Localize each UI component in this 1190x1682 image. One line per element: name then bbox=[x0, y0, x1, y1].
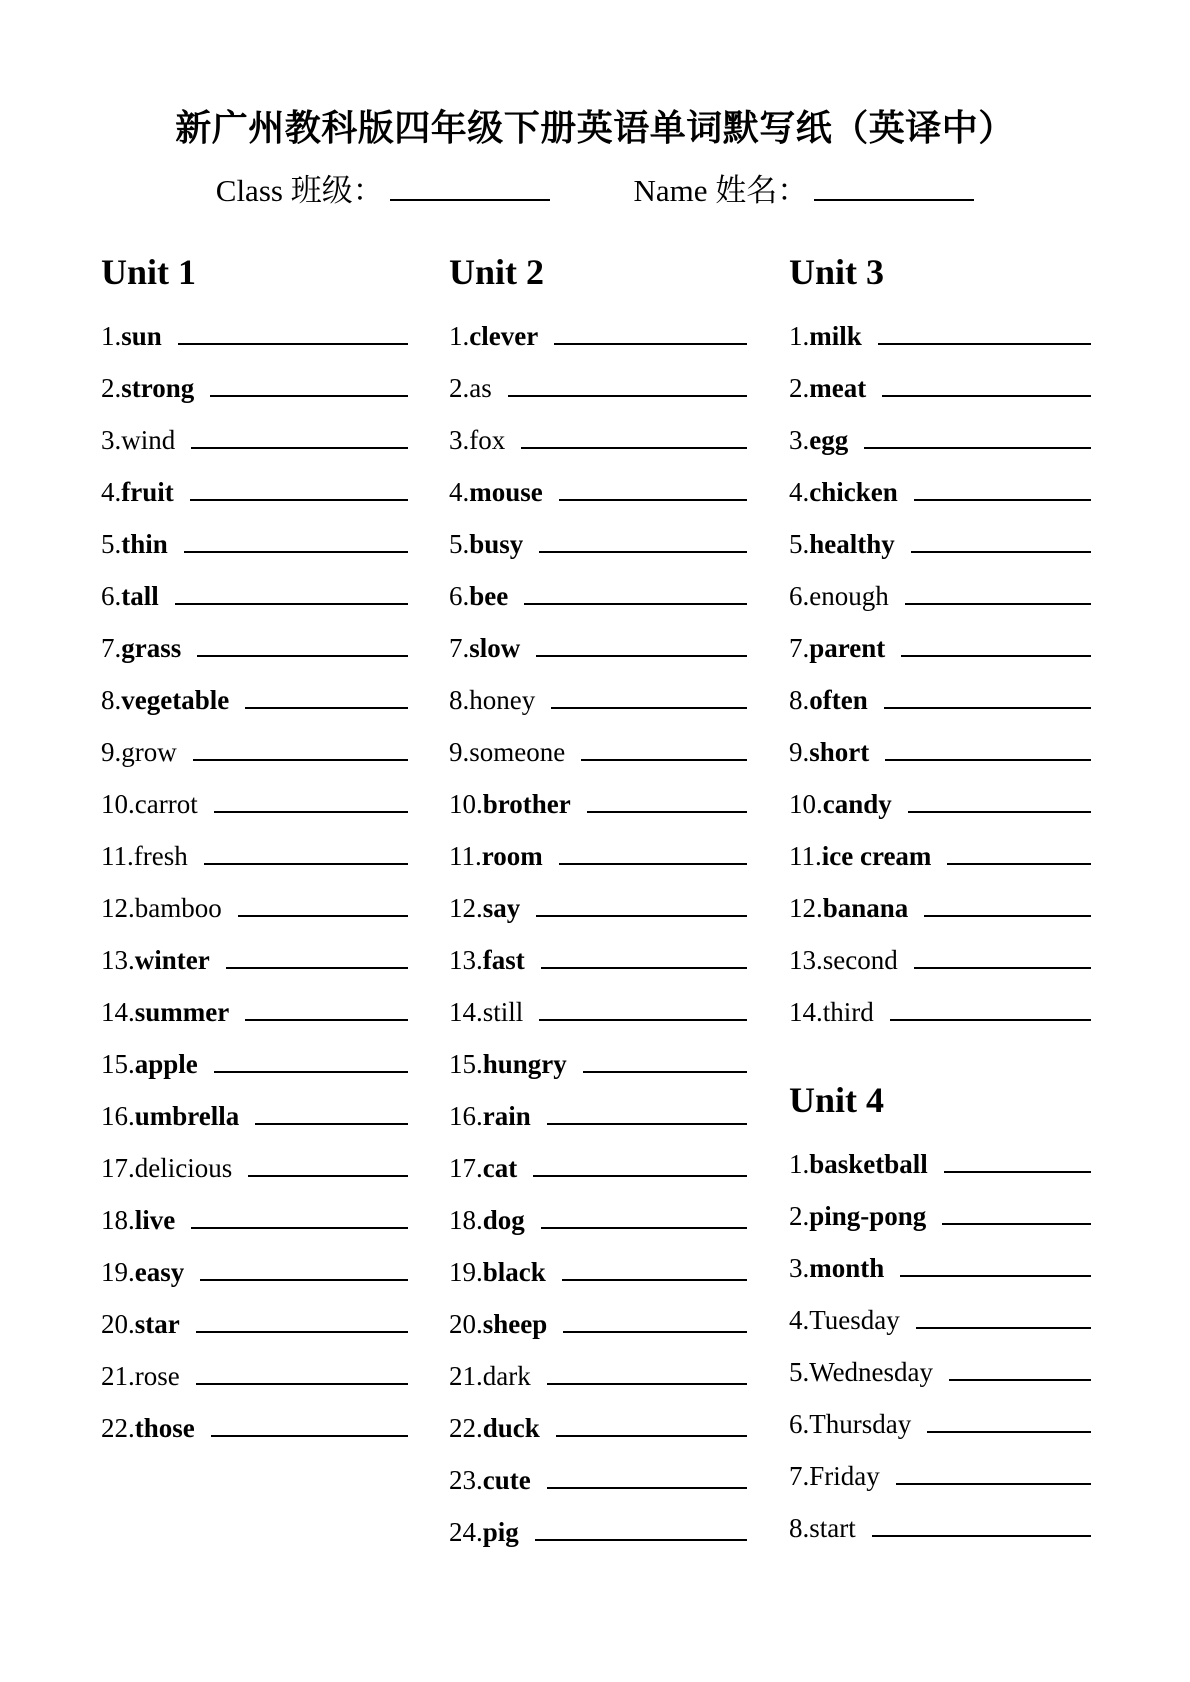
unit-title: Unit 3 bbox=[789, 252, 885, 292]
column-1 bbox=[101, 250, 408, 1444]
item-number: 8. bbox=[101, 685, 122, 715]
item-number: 2. bbox=[449, 373, 470, 403]
item-number: 5. bbox=[789, 1357, 810, 1387]
answer-blank[interactable] bbox=[184, 551, 408, 553]
unit-title: Unit 1 bbox=[101, 252, 197, 292]
english-word: ice cream bbox=[821, 841, 932, 871]
item-number: 3. bbox=[101, 425, 122, 455]
english-word: honey bbox=[469, 685, 536, 715]
word-item bbox=[449, 1340, 747, 1392]
unit-2-section bbox=[449, 250, 747, 1548]
answer-blank[interactable] bbox=[878, 343, 1091, 345]
english-word: summer bbox=[134, 997, 230, 1027]
word-item bbox=[789, 1180, 1091, 1232]
answer-blank[interactable] bbox=[536, 915, 747, 917]
answer-blank[interactable] bbox=[248, 1175, 408, 1177]
item-number: 5. bbox=[789, 529, 810, 559]
english-word: ping-pong bbox=[809, 1201, 927, 1231]
unit-1-section bbox=[101, 250, 408, 1444]
english-word: sheep bbox=[482, 1309, 548, 1339]
english-word: enough bbox=[809, 581, 889, 611]
answer-blank[interactable] bbox=[905, 603, 1091, 605]
unit-3-section bbox=[789, 250, 1091, 1028]
word-item bbox=[449, 1184, 747, 1236]
word-item bbox=[449, 352, 747, 404]
answer-blank[interactable] bbox=[882, 395, 1091, 397]
answer-blank[interactable] bbox=[175, 603, 408, 605]
answer-blank[interactable] bbox=[226, 967, 408, 969]
word-item bbox=[789, 1440, 1091, 1492]
item-number: 6. bbox=[449, 581, 470, 611]
item-number: 7. bbox=[789, 1461, 810, 1491]
english-word: parent bbox=[809, 633, 886, 663]
english-word: Wednesday bbox=[809, 1357, 934, 1387]
item-number: 16. bbox=[101, 1101, 135, 1131]
item-number: 11. bbox=[449, 841, 482, 871]
item-number: 4. bbox=[101, 477, 122, 507]
english-word: meat bbox=[809, 373, 867, 403]
item-number: 15. bbox=[449, 1049, 483, 1079]
item-number: 14. bbox=[789, 997, 823, 1027]
word-item bbox=[789, 560, 1091, 612]
word-item bbox=[789, 976, 1091, 1028]
item-number: 13. bbox=[449, 945, 483, 975]
word-item bbox=[449, 404, 747, 456]
item-number: 20. bbox=[101, 1309, 135, 1339]
answer-blank[interactable] bbox=[255, 1123, 408, 1125]
answer-blank[interactable] bbox=[551, 707, 747, 709]
word-item bbox=[449, 716, 747, 768]
answer-blank[interactable] bbox=[521, 447, 747, 449]
answer-blank[interactable] bbox=[536, 655, 747, 657]
answer-blank[interactable] bbox=[541, 1227, 747, 1229]
item-number: 2. bbox=[789, 1201, 810, 1231]
word-item bbox=[101, 664, 408, 716]
item-number: 5. bbox=[449, 529, 470, 559]
english-word: fresh bbox=[133, 841, 188, 871]
english-word: often bbox=[809, 685, 868, 715]
word-item bbox=[449, 1080, 747, 1132]
word-item bbox=[449, 976, 747, 1028]
item-number: 1. bbox=[101, 321, 122, 351]
word-item bbox=[101, 456, 408, 508]
english-word: start bbox=[809, 1513, 856, 1543]
word-item bbox=[449, 924, 747, 976]
word-item bbox=[789, 924, 1091, 976]
answer-blank[interactable] bbox=[533, 1175, 747, 1177]
item-number: 3. bbox=[449, 425, 470, 455]
word-item bbox=[449, 1236, 747, 1288]
item-number: 2. bbox=[101, 373, 122, 403]
item-number: 7. bbox=[101, 633, 122, 663]
english-word: black bbox=[482, 1257, 546, 1287]
item-number: 22. bbox=[449, 1413, 483, 1443]
answer-blank[interactable] bbox=[556, 1435, 747, 1437]
item-number: 9. bbox=[449, 737, 470, 767]
word-item bbox=[449, 1444, 747, 1496]
word-item bbox=[449, 612, 747, 664]
english-word: Thursday bbox=[809, 1409, 912, 1439]
word-item bbox=[449, 820, 747, 872]
english-word: strong bbox=[121, 373, 195, 403]
word-item bbox=[789, 768, 1091, 820]
answer-blank[interactable] bbox=[864, 447, 1091, 449]
answer-blank[interactable] bbox=[547, 1487, 747, 1489]
word-item bbox=[101, 976, 408, 1028]
english-word: cat bbox=[482, 1153, 518, 1183]
class-blank[interactable] bbox=[390, 173, 550, 201]
word-item bbox=[789, 456, 1091, 508]
english-word: winter bbox=[134, 945, 210, 975]
answer-blank[interactable] bbox=[885, 759, 1091, 761]
answer-blank[interactable] bbox=[581, 759, 747, 761]
answer-blank[interactable] bbox=[191, 1227, 408, 1229]
word-item bbox=[449, 508, 747, 560]
english-word: thin bbox=[121, 529, 168, 559]
word-item bbox=[789, 612, 1091, 664]
item-number: 13. bbox=[101, 945, 135, 975]
word-item bbox=[101, 612, 408, 664]
english-word: fast bbox=[482, 945, 525, 975]
answer-blank[interactable] bbox=[214, 1071, 408, 1073]
answer-blank[interactable] bbox=[200, 1279, 408, 1281]
english-word: mouse bbox=[469, 477, 543, 507]
word-item bbox=[789, 1492, 1091, 1544]
name-label: Name 姓名： bbox=[633, 173, 809, 208]
english-word: carrot bbox=[134, 789, 198, 819]
english-word: live bbox=[134, 1205, 176, 1235]
english-word: grow bbox=[121, 737, 177, 767]
unit-title: Unit 2 bbox=[449, 252, 545, 292]
answer-blank[interactable] bbox=[539, 1019, 747, 1021]
word-item bbox=[101, 820, 408, 872]
page-title: 新广州教科版四年级下册英语单词默写纸（英译中） bbox=[175, 108, 1015, 148]
word-item bbox=[789, 820, 1091, 872]
word-item bbox=[101, 1080, 408, 1132]
word-item bbox=[789, 1232, 1091, 1284]
english-word: third bbox=[822, 997, 874, 1027]
word-item bbox=[101, 404, 408, 456]
answer-blank[interactable] bbox=[949, 1379, 1091, 1381]
item-number: 23. bbox=[449, 1465, 483, 1495]
item-number: 18. bbox=[101, 1205, 135, 1235]
english-word: rain bbox=[482, 1101, 531, 1131]
english-word: clever bbox=[469, 321, 539, 351]
item-number: 18. bbox=[449, 1205, 483, 1235]
word-item bbox=[101, 352, 408, 404]
english-word: candy bbox=[822, 789, 892, 819]
english-word: bamboo bbox=[134, 893, 222, 923]
item-number: 8. bbox=[449, 685, 470, 715]
english-word: Tuesday bbox=[809, 1305, 900, 1335]
item-number: 4. bbox=[449, 477, 470, 507]
item-number: 10. bbox=[101, 789, 135, 819]
english-word: basketball bbox=[809, 1149, 928, 1179]
item-number: 1. bbox=[789, 321, 810, 351]
english-word: chicken bbox=[809, 477, 898, 507]
student-info bbox=[0, 165, 1190, 210]
word-item bbox=[449, 768, 747, 820]
word-item bbox=[101, 1132, 408, 1184]
item-number: 16. bbox=[449, 1101, 483, 1131]
answer-blank[interactable] bbox=[914, 967, 1091, 969]
word-item bbox=[449, 872, 747, 924]
answer-blank[interactable] bbox=[944, 1171, 1091, 1173]
english-word: Friday bbox=[809, 1461, 880, 1491]
item-number: 21. bbox=[449, 1361, 483, 1391]
item-number: 9. bbox=[789, 737, 810, 767]
answer-blank[interactable] bbox=[547, 1123, 747, 1125]
word-item bbox=[101, 1340, 408, 1392]
english-word: brother bbox=[482, 789, 571, 819]
word-item bbox=[101, 300, 408, 352]
english-word: sun bbox=[121, 321, 162, 351]
word-item bbox=[449, 456, 747, 508]
answer-blank[interactable] bbox=[238, 915, 408, 917]
english-word: rose bbox=[134, 1361, 180, 1391]
word-item bbox=[101, 1184, 408, 1236]
answer-blank[interactable] bbox=[191, 447, 408, 449]
word-item bbox=[789, 300, 1091, 352]
word-item bbox=[101, 716, 408, 768]
answer-blank[interactable] bbox=[924, 915, 1091, 917]
english-word: slow bbox=[469, 633, 521, 663]
word-item bbox=[449, 1392, 747, 1444]
word-item bbox=[789, 872, 1091, 924]
english-word: busy bbox=[469, 529, 524, 559]
item-number: 10. bbox=[449, 789, 483, 819]
english-word: fox bbox=[469, 425, 506, 455]
english-word: tall bbox=[121, 581, 159, 611]
word-item bbox=[449, 664, 747, 716]
english-word: cute bbox=[482, 1465, 531, 1495]
english-word: as bbox=[469, 373, 492, 403]
answer-blank[interactable] bbox=[190, 499, 408, 501]
answer-blank[interactable] bbox=[245, 1019, 408, 1021]
word-item bbox=[789, 1128, 1091, 1180]
item-number: 7. bbox=[449, 633, 470, 663]
english-word: healthy bbox=[809, 529, 895, 559]
answer-blank[interactable] bbox=[539, 551, 747, 553]
english-word: short bbox=[809, 737, 870, 767]
item-number: 13. bbox=[789, 945, 823, 975]
answer-blank[interactable] bbox=[245, 707, 408, 709]
answer-blank[interactable] bbox=[524, 603, 747, 605]
column-2 bbox=[449, 250, 747, 1548]
english-word: someone bbox=[469, 737, 566, 767]
english-word: delicious bbox=[134, 1153, 233, 1183]
name-field bbox=[633, 165, 974, 210]
answer-blank[interactable] bbox=[916, 1327, 1091, 1329]
answer-blank[interactable] bbox=[927, 1431, 1091, 1433]
english-word: hungry bbox=[482, 1049, 567, 1079]
word-item bbox=[449, 1288, 747, 1340]
item-number: 6. bbox=[789, 1409, 810, 1439]
item-number: 12. bbox=[789, 893, 823, 923]
item-number: 3. bbox=[789, 1253, 810, 1283]
answer-blank[interactable] bbox=[562, 1279, 747, 1281]
answer-blank[interactable] bbox=[947, 863, 1091, 865]
english-word: dog bbox=[482, 1205, 525, 1235]
english-word: room bbox=[481, 841, 543, 871]
answer-blank[interactable] bbox=[535, 1539, 747, 1541]
item-number: 11. bbox=[789, 841, 822, 871]
answer-blank[interactable] bbox=[911, 551, 1091, 553]
answer-blank[interactable] bbox=[204, 863, 408, 865]
english-word: apple bbox=[134, 1049, 198, 1079]
item-number: 11. bbox=[101, 841, 134, 871]
word-item bbox=[789, 404, 1091, 456]
word-item bbox=[101, 1028, 408, 1080]
item-number: 6. bbox=[789, 581, 810, 611]
answer-blank[interactable] bbox=[541, 967, 747, 969]
answer-blank[interactable] bbox=[196, 1331, 408, 1333]
answer-blank[interactable] bbox=[896, 1483, 1091, 1485]
english-word: dark bbox=[482, 1361, 531, 1391]
word-item bbox=[789, 352, 1091, 404]
answer-blank[interactable] bbox=[583, 1071, 747, 1073]
answer-blank[interactable] bbox=[872, 1535, 1091, 1537]
english-word: milk bbox=[809, 321, 862, 351]
english-word: grass bbox=[121, 633, 182, 663]
answer-blank[interactable] bbox=[211, 1435, 408, 1437]
word-item bbox=[101, 1236, 408, 1288]
item-number: 8. bbox=[789, 685, 810, 715]
item-number: 1. bbox=[789, 1149, 810, 1179]
english-word: still bbox=[482, 997, 524, 1027]
item-number: 2. bbox=[789, 373, 810, 403]
item-number: 1. bbox=[449, 321, 470, 351]
unit-4-section bbox=[789, 1078, 1091, 1544]
english-word: those bbox=[134, 1413, 195, 1443]
english-word: say bbox=[482, 893, 521, 923]
answer-blank[interactable] bbox=[587, 811, 747, 813]
english-word: month bbox=[809, 1253, 885, 1283]
answer-blank[interactable] bbox=[197, 655, 408, 657]
item-number: 20. bbox=[449, 1309, 483, 1339]
answer-blank[interactable] bbox=[210, 395, 408, 397]
item-number: 9. bbox=[101, 737, 122, 767]
answer-blank[interactable] bbox=[563, 1331, 747, 1333]
english-word: second bbox=[822, 945, 898, 975]
answer-blank[interactable] bbox=[559, 863, 747, 865]
word-item bbox=[789, 1388, 1091, 1440]
word-item bbox=[789, 1336, 1091, 1388]
word-item bbox=[101, 1392, 408, 1444]
word-item bbox=[789, 508, 1091, 560]
class-label: Class 班级： bbox=[215, 173, 384, 208]
item-number: 17. bbox=[449, 1153, 483, 1183]
item-number: 14. bbox=[101, 997, 135, 1027]
english-word: duck bbox=[482, 1413, 540, 1443]
answer-blank[interactable] bbox=[900, 1275, 1091, 1277]
name-blank[interactable] bbox=[814, 173, 974, 201]
unit-title: Unit 4 bbox=[789, 1080, 885, 1120]
item-number: 19. bbox=[101, 1257, 135, 1287]
answer-blank[interactable] bbox=[559, 499, 747, 501]
english-word: pig bbox=[482, 1517, 519, 1547]
word-item bbox=[449, 1132, 747, 1184]
answer-blank[interactable] bbox=[942, 1223, 1091, 1225]
item-number: 3. bbox=[789, 425, 810, 455]
item-number: 14. bbox=[449, 997, 483, 1027]
word-item bbox=[789, 664, 1091, 716]
english-word: bee bbox=[469, 581, 509, 611]
answer-blank[interactable] bbox=[890, 1019, 1091, 1021]
item-number: 17. bbox=[101, 1153, 135, 1183]
answer-blank[interactable] bbox=[214, 811, 408, 813]
item-number: 15. bbox=[101, 1049, 135, 1079]
word-item bbox=[449, 1028, 747, 1080]
word-item bbox=[789, 1284, 1091, 1336]
answer-blank[interactable] bbox=[508, 395, 747, 397]
word-item bbox=[449, 300, 747, 352]
word-item bbox=[449, 1496, 747, 1548]
english-word: vegetable bbox=[121, 685, 230, 715]
item-number: 22. bbox=[101, 1413, 135, 1443]
word-item bbox=[101, 872, 408, 924]
english-word: banana bbox=[822, 893, 909, 923]
answer-blank[interactable] bbox=[914, 499, 1091, 501]
item-number: 4. bbox=[789, 477, 810, 507]
answer-blank[interactable] bbox=[901, 655, 1091, 657]
item-number: 7. bbox=[789, 633, 810, 663]
class-field bbox=[216, 165, 550, 210]
word-item bbox=[101, 1288, 408, 1340]
word-item bbox=[789, 716, 1091, 768]
answer-blank[interactable] bbox=[884, 707, 1091, 709]
english-word: umbrella bbox=[134, 1101, 240, 1131]
item-number: 12. bbox=[101, 893, 135, 923]
english-word: egg bbox=[809, 425, 849, 455]
item-number: 5. bbox=[101, 529, 122, 559]
answer-blank[interactable] bbox=[908, 811, 1091, 813]
item-number: 8. bbox=[789, 1513, 810, 1543]
english-word: easy bbox=[134, 1257, 185, 1287]
word-item bbox=[101, 560, 408, 612]
item-number: 4. bbox=[789, 1305, 810, 1335]
answer-blank[interactable] bbox=[178, 343, 408, 345]
column-3 bbox=[789, 250, 1091, 1544]
item-number: 6. bbox=[101, 581, 122, 611]
answer-blank[interactable] bbox=[547, 1383, 747, 1385]
english-word: fruit bbox=[121, 477, 174, 507]
answer-blank[interactable] bbox=[554, 343, 747, 345]
word-item bbox=[449, 560, 747, 612]
item-number: 10. bbox=[789, 789, 823, 819]
item-number: 24. bbox=[449, 1517, 483, 1547]
word-item bbox=[101, 508, 408, 560]
word-item bbox=[101, 768, 408, 820]
item-number: 12. bbox=[449, 893, 483, 923]
item-number: 19. bbox=[449, 1257, 483, 1287]
item-number: 21. bbox=[101, 1361, 135, 1391]
answer-blank[interactable] bbox=[196, 1383, 408, 1385]
answer-blank[interactable] bbox=[193, 759, 408, 761]
english-word: star bbox=[134, 1309, 180, 1339]
word-item bbox=[101, 924, 408, 976]
english-word: wind bbox=[121, 425, 176, 455]
